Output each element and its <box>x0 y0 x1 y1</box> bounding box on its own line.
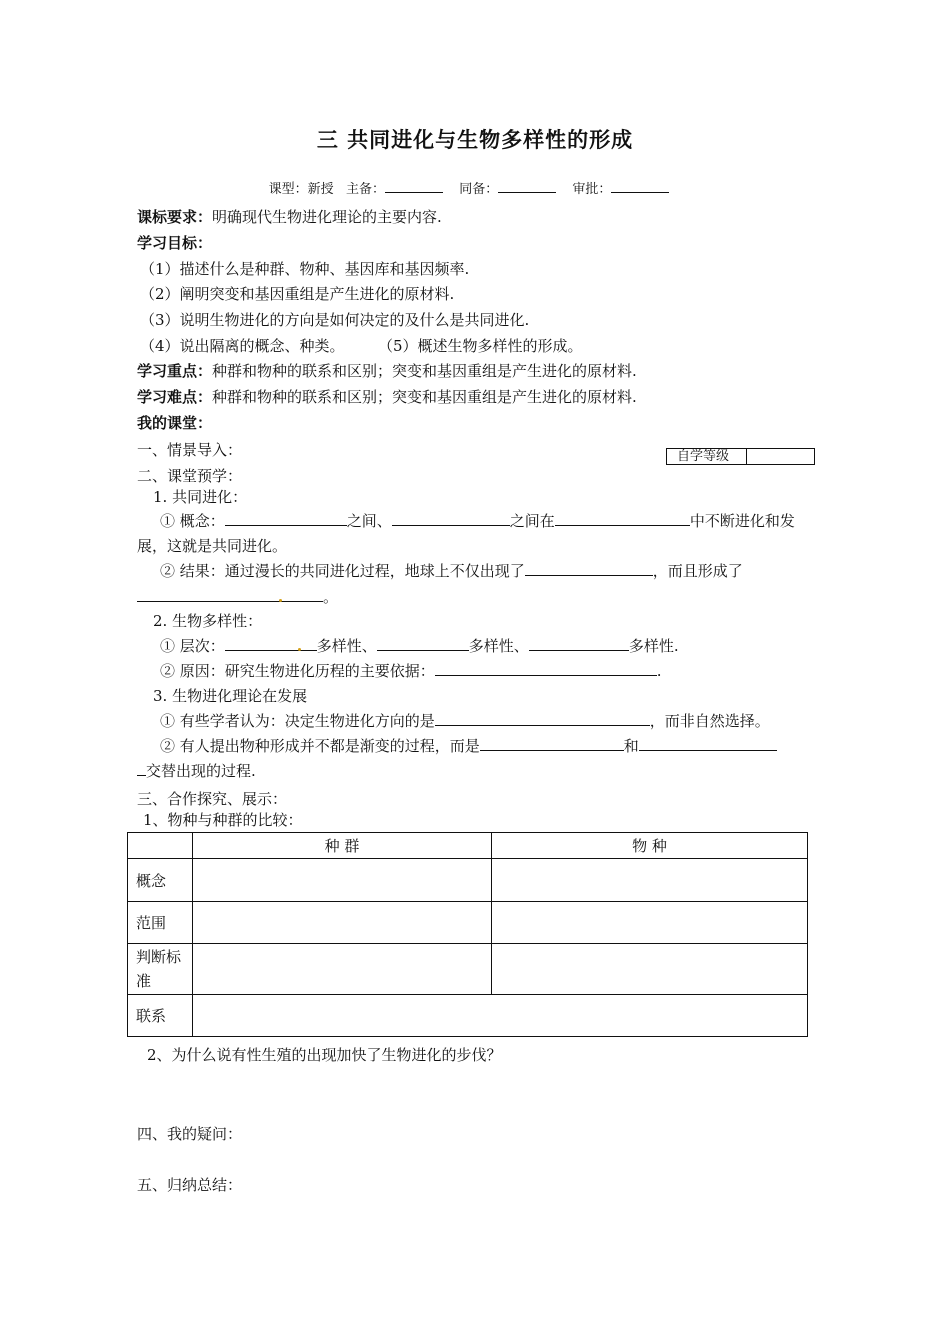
biodiversity-levels <box>160 636 679 656</box>
theory-heading: 3. 生物进化理论在发展 <box>153 687 308 705</box>
coevolution-concept <box>160 511 795 531</box>
stray-mark-dot <box>298 648 301 651</box>
section-inquiry: 三、合作探究、展示： <box>137 790 288 808</box>
objective-item: （1）描述什么是种群、物种、基因库和基因频率. <box>140 260 470 278</box>
table-header-row <box>128 833 808 859</box>
approver-label: 审批： <box>572 182 612 197</box>
compare-title: 1、物种与种群的比较： <box>143 811 303 829</box>
concept-blank-1[interactable] <box>225 511 347 526</box>
view1-tail: ，而非自然选择。 <box>649 712 770 730</box>
standard-label: 课标要求： <box>137 208 213 226</box>
self-study-grade-box[interactable] <box>666 448 815 465</box>
answer-cell[interactable] <box>193 902 492 944</box>
difficulties-text: 种群和物种的联系和区别；突变和基因重组是产生进化的原材料. <box>212 388 637 406</box>
levels-blank-3[interactable] <box>529 636 629 651</box>
theory-view-2 <box>160 736 777 756</box>
table-row <box>128 902 808 944</box>
section-summary: 五、归纳总结： <box>137 1176 243 1194</box>
reason-end: . <box>656 662 662 680</box>
answer-cell[interactable] <box>193 944 492 995</box>
row-label-relation: 联系 <box>128 995 193 1037</box>
table-row <box>128 944 808 995</box>
standard-text: 明确现代生物进化理论的主要内容. <box>212 208 442 226</box>
result-tail: ，而且形成了 <box>652 562 743 580</box>
biodiversity-reason <box>160 661 662 681</box>
reason-prefix: ② 原因：研究生物进化历程的主要依据： <box>160 662 435 680</box>
answer-cell[interactable] <box>492 859 808 902</box>
key-points-label: 学习重点： <box>137 362 213 380</box>
result-blank-2[interactable] <box>137 587 323 602</box>
lesson-type: 课型：新授 <box>268 182 334 197</box>
classroom-label: 我的课堂： <box>137 414 213 432</box>
row-label-concept: 概念 <box>128 859 193 902</box>
coevolution-concept-cont: 展，这就是共同进化。 <box>137 537 288 555</box>
objective-item-5: （5）概述生物多样性的形成。 <box>377 337 583 355</box>
approver-blank[interactable] <box>611 180 669 193</box>
answer-cell[interactable] <box>193 859 492 902</box>
lesson-meta <box>0 178 950 197</box>
view2-cont: 交替出现的过程. <box>146 762 256 780</box>
stray-mark-dot <box>279 599 282 602</box>
objective-item: （3）说明生物进化的方向是如何决定的及什么是共同进化. <box>140 311 530 329</box>
levels-end: 多样性. <box>628 637 679 655</box>
view2-blank-1[interactable] <box>480 736 624 751</box>
view2-prefix: ② 有人提出物种形成并不都是渐变的过程，而是 <box>160 737 480 755</box>
view1-blank[interactable] <box>435 711 650 726</box>
key-points <box>137 361 637 381</box>
row-label-scope: 范围 <box>128 902 193 944</box>
levels-blank-2[interactable] <box>377 636 469 651</box>
view2-blank-2[interactable] <box>639 736 777 751</box>
coevolution-heading: 1. 共同进化： <box>153 488 248 506</box>
concept-mid-1: 之间、 <box>346 512 392 530</box>
result-blank-1[interactable] <box>525 561 653 576</box>
self-study-grade-label: 自学等级 <box>667 449 747 464</box>
coevolution-result <box>160 561 743 581</box>
objective-item <box>140 336 582 356</box>
key-points-text: 种群和物种的联系和区别；突变和基因重组是产生进化的原材料. <box>212 362 637 380</box>
difficulties-label: 学习难点： <box>137 388 213 406</box>
answer-cell[interactable] <box>193 995 808 1037</box>
answer-cell[interactable] <box>492 902 808 944</box>
result-end: 。 <box>323 588 339 606</box>
answer-cell[interactable] <box>492 944 808 995</box>
question-2: 2、为什么说有性生殖的出现加快了生物进化的步伐？ <box>147 1046 502 1064</box>
lead-preparer-label: 主备： <box>346 182 386 197</box>
column-header-population: 种 群 <box>193 833 492 859</box>
section-prestudy: 二、课堂预学： <box>137 467 243 485</box>
concept-blank-2[interactable] <box>392 511 510 526</box>
table-row <box>128 995 808 1037</box>
row-label-criteria: 判断标准 <box>128 944 193 995</box>
theory-view-2-cont <box>137 761 256 781</box>
levels-word-2: 多样性、 <box>468 637 529 655</box>
table-row <box>128 859 808 902</box>
co-preparer-blank[interactable] <box>498 180 556 193</box>
objective-item: （2）阐明突变和基因重组是产生进化的原材料. <box>140 285 455 303</box>
view2-blank-3[interactable] <box>137 761 146 776</box>
section-questions: 四、我的疑问： <box>137 1125 243 1143</box>
column-header-species: 物 种 <box>492 833 808 859</box>
comparison-table <box>127 832 808 1037</box>
objective-item-4: （4）说出隔离的概念、种类。 <box>140 337 345 355</box>
coevolution-result-cont <box>137 587 338 607</box>
objectives-label: 学习目标： <box>137 234 213 252</box>
lead-preparer-blank[interactable] <box>385 180 443 193</box>
reason-blank[interactable] <box>435 661 657 676</box>
section-scenario: 一、情景导入： <box>137 441 243 459</box>
result-prefix: ② 结果：通过漫长的共同进化过程，地球上不仅出现了 <box>160 562 525 580</box>
co-preparer-label: 同备： <box>459 182 499 197</box>
view2-mid: 和 <box>623 737 639 755</box>
concept-mid-2: 之间在 <box>509 512 555 530</box>
concept-blank-3[interactable] <box>555 511 690 526</box>
theory-view-1 <box>160 711 770 731</box>
view1-prefix: ① 有些学者认为：决定生物进化方向的是 <box>160 712 435 730</box>
standard-requirement <box>137 207 442 227</box>
table-corner-cell <box>128 833 193 859</box>
levels-blank-1[interactable] <box>225 636 317 651</box>
difficulties <box>137 387 637 407</box>
biodiversity-heading: 2. 生物多样性： <box>153 612 263 630</box>
concept-tail: 中不断进化和发 <box>689 512 795 530</box>
page-title: 三 共同进化与生物多样性的形成 <box>316 128 634 152</box>
levels-word-1: 多样性、 <box>316 637 377 655</box>
levels-prefix: ① 层次： <box>160 637 225 655</box>
concept-prefix: ① 概念： <box>160 512 225 530</box>
